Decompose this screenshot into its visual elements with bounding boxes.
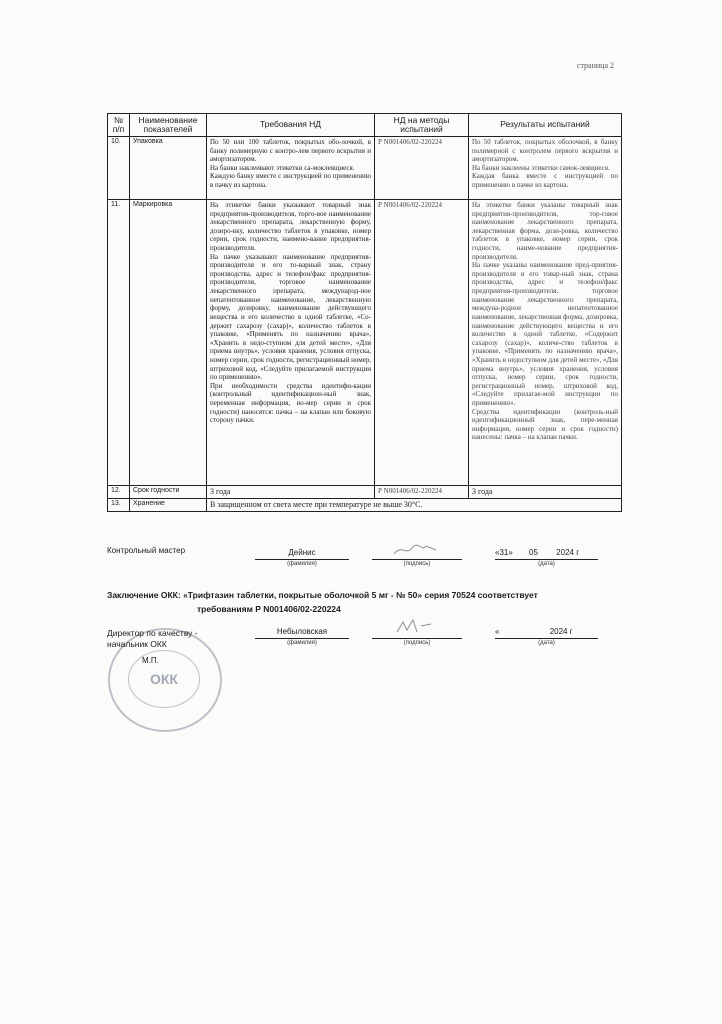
conclusion-line1: «Трифтазин таблетки, покрытые оболочкой 5 мг - № 50» серия 70524 соответствует — [183, 590, 538, 600]
row-storage-merged: В защищенном от света месте при температуре не выше 30°С. — [207, 498, 622, 511]
row-requirements — [207, 200, 375, 486]
cell-paragraph: На банки наклеены этикетки самок-леящиеся. — [472, 163, 610, 172]
table-header-row — [108, 114, 622, 137]
table-row — [108, 200, 622, 486]
director-surname: Небыловская — [255, 627, 349, 639]
master-surname-caption: (фамилия) — [287, 561, 317, 567]
row-method: Р N001406/02-220224 — [375, 137, 469, 200]
row-results — [469, 200, 622, 486]
cell-paragraph: На этикетке банки указаны товарный знак предприятия-производителя, тор-говое наименование лекарственного препарата, лекарственная форма, дози-ровка, количество таблеток в упаковке, номер серии, срок годности, наиме-нование предприятия-производителя. — [472, 201, 618, 261]
master-date-year: 2024 г — [556, 548, 580, 557]
master-date-day: «31» — [495, 548, 513, 557]
row-num: 12. — [108, 486, 130, 499]
seal-place-label: М.П. — [142, 656, 159, 665]
table-row — [108, 137, 622, 200]
director-sign-caption: (подпись) — [403, 640, 431, 646]
row-requirements — [207, 137, 375, 200]
director-role-line2: начальник ОКК — [107, 639, 167, 649]
cell-paragraph: При необходимости средства идентифи-кации (контрольный идентификацион-ный знак, переменная информация, но-мер серии и срок годности) наносятся: пачка – на клапан или боковую сторону пачки. — [210, 381, 371, 425]
cell-paragraph: Средства идентификации (контроль-ный идентификационный знак, пере-менная информация, номер серии и срок годности) нанесены: пачка – на клапан пачки. — [472, 407, 618, 442]
director-role-line1: Директор по качеству - — [107, 628, 198, 638]
master-role-label: Контрольный мастер — [107, 546, 186, 555]
master-date-month: 05 — [529, 548, 538, 557]
master-date-caption: (дата) — [538, 561, 555, 567]
page-number: страница 2 — [576, 61, 614, 70]
director-date-year: 2024 г — [549, 627, 573, 636]
test-results-table — [107, 113, 622, 512]
cell-paragraph: На банки наклеивают этикетки са-моклеящиеся. — [210, 163, 355, 172]
director-date — [495, 627, 598, 639]
table-row — [108, 498, 622, 511]
master-sign-caption: (подпись) — [403, 561, 431, 567]
cell-paragraph: Каждую банку вместе с инструкцией по применению в пачку из картона. — [210, 172, 371, 190]
director-surname-caption: (фамилия) — [287, 640, 317, 646]
header-test-methods: НД на методы испытаний — [375, 114, 469, 137]
header-num: № п/п — [108, 114, 130, 137]
director-date-day: « — [495, 627, 500, 636]
row-indicator-name: Хранение — [130, 498, 207, 511]
row-num: 10. — [108, 137, 130, 200]
row-results: 3 года — [469, 486, 622, 499]
director-signature — [395, 618, 435, 636]
header-indicator-name: Наименование показателей — [130, 114, 207, 137]
header-results: Результаты испытаний — [469, 114, 622, 137]
row-num: 11. — [108, 200, 130, 486]
cell-paragraph: На этикетке банки указывают товарный знак предприятия-производителя, торго-вое наименование лекарственного препарата, лекарственную форму, дозиро-вку, количество таблеток в упаковке, номер серии, срок годности, наимено-вание предприятия-производителя. — [210, 201, 371, 253]
row-indicator-name: Маркировка — [130, 200, 207, 486]
row-results — [469, 137, 622, 200]
master-signature — [392, 542, 442, 558]
cell-paragraph: На пачке указаны наименование пред-приятия-производителя и его товар-ный знак, страна производства, адрес и телефон/факс предприятия-производителя, торговое наименование лекарственного препарата, междуна-родное непатентованное наименование, лекарственная форма, дозировка, наименование действующего вещества и его количество в одной таблетке, «Содержит сахарозу (сахар)», количе-ство таблеток в упаковке, «Применять по назначению врача», «Хранить в недоступном для детей месте», «Для приема внутрь», условия хранения, условия отпуска, номер серии, срок годности, регистрационный номер, штриховой код, «Следуйте прилагае-мой инструкции по применению». — [472, 261, 618, 408]
cell-paragraph: На пачке указывают наименование предприятия-производителя и его то-варный знак, страну производства, адрес и телефон/факс предприятия-производителя, торговое наименование лекарственного препарата, международ-ное непатентованное наименование, лекарственную форму, дозировку, наименование действующего вещества и его количество в одной таблетке, «Со-держит сахарозу (сахар)», количество таблеток в упаковке, «Применять по назначению врача», «Хранить в недо-ступном для детей месте», «Для приема внутрь», условия хранения, условия отпуска, номер серии, срок годности, регистрационный номер, штриховой код, «Следуйте прилагаемой инструкции по применению». — [210, 252, 372, 382]
row-indicator-name: Упаковка — [130, 137, 207, 200]
cell-paragraph: По 50 или 100 таблеток, покрытых обо-лочкой, в банку полимерную с контро-лем первого вскрытия и амортизатором. — [210, 138, 371, 164]
master-surname: Дейнис — [255, 548, 349, 560]
row-indicator-name: Срок годности — [130, 486, 207, 499]
conclusion-line2: требованиям Р N001406/02-220224 — [197, 604, 341, 614]
row-method: Р N001406/02-220224 — [375, 486, 469, 499]
table-row — [108, 486, 622, 499]
header-requirements: Требования НД — [207, 114, 375, 137]
stamp-center: ОКК — [128, 650, 200, 708]
master-date — [495, 548, 598, 560]
director-date-caption: (дата) — [538, 640, 555, 646]
cell-paragraph: По 50 таблеток, покрытых оболочкой, в банку полимерной с контролем первого вскрытия и амортизатором. — [472, 138, 618, 164]
row-num: 13. — [108, 498, 130, 511]
row-requirements: 3 года — [207, 486, 375, 499]
row-method: Р N001406/02-220224 — [375, 200, 469, 486]
conclusion-label: Заключение ОКК: — [107, 590, 181, 600]
conclusion — [107, 590, 538, 600]
cell-paragraph: Каждая банка вместе с инструкцией по применению в пачке из картона. — [472, 172, 618, 190]
